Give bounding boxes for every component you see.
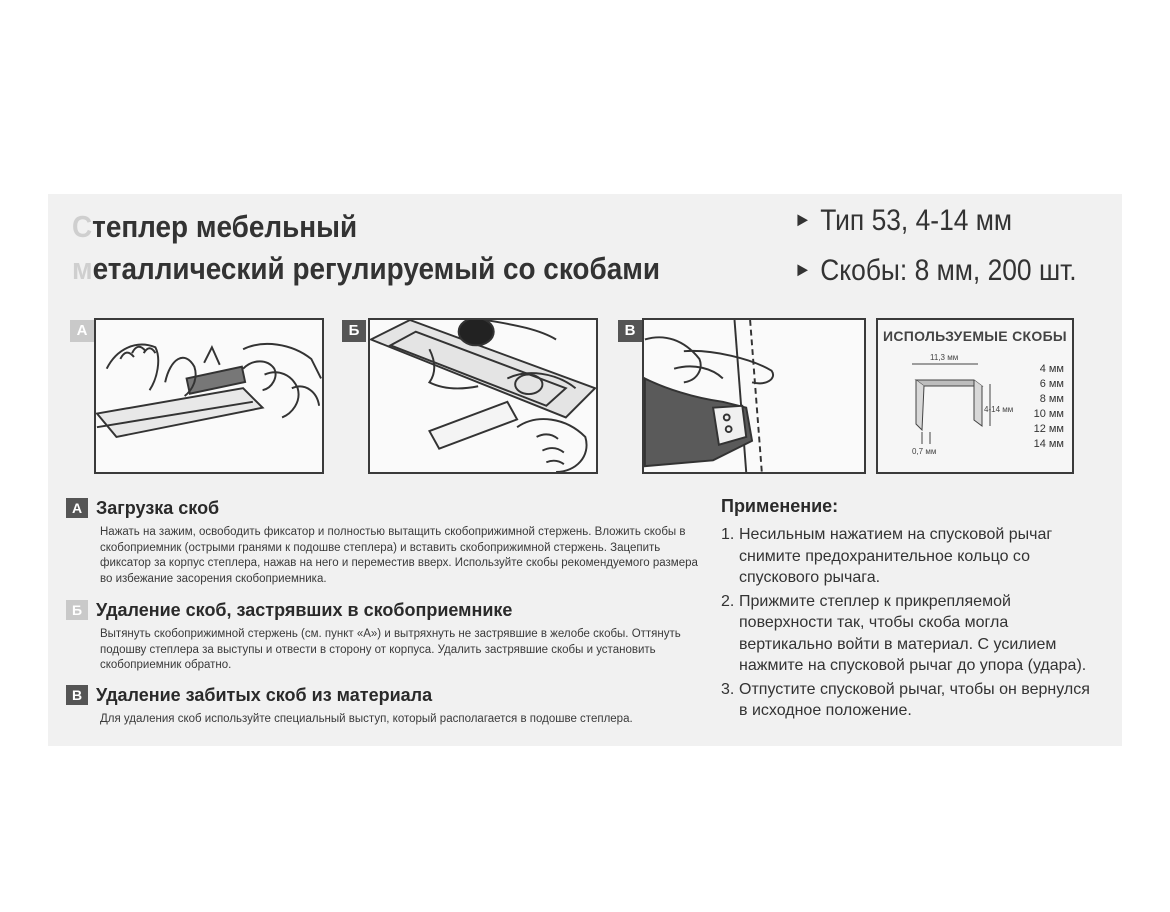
section-b-heading: Б Удаление скоб, застрявших в скобоприемнике bbox=[66, 600, 512, 621]
section-a-heading: А Загрузка скоб bbox=[66, 498, 219, 519]
arrow-right-icon: ► bbox=[794, 259, 812, 281]
application-list bbox=[721, 524, 1101, 724]
panel-tag-b: Б bbox=[342, 320, 366, 342]
section-c-letter: В bbox=[66, 685, 88, 705]
staple-size: 14 мм bbox=[1033, 438, 1064, 450]
staple-height-label: 4-14 мм bbox=[984, 405, 1014, 414]
section-c-text: Для удаления скоб используйте специальный выступ, который располагается в подошве степлера. bbox=[100, 713, 633, 725]
panel-tag-a: А bbox=[70, 320, 94, 342]
staple-width-label: 11,3 мм bbox=[930, 353, 959, 362]
staple-size: 8 мм bbox=[1039, 393, 1064, 405]
staple-size: 4 мм bbox=[1039, 363, 1064, 375]
panel-tag-c: В bbox=[618, 320, 642, 342]
title-line-1: теплер мебельный bbox=[92, 209, 358, 244]
used-staples-box bbox=[876, 318, 1074, 474]
staple-thickness-label: 0,7 мм bbox=[912, 447, 937, 456]
stapler-loading-illustration bbox=[96, 320, 322, 472]
spec-staples: ► Скобы: 8 мм, 200 шт. bbox=[794, 254, 1077, 287]
section-b-letter: Б bbox=[66, 600, 88, 620]
used-staples-title: ИСПОЛЬЗУЕМЫЕ СКОБЫ bbox=[883, 328, 1067, 344]
section-c-heading: В Удаление забитых скоб из материала bbox=[66, 685, 432, 706]
title-line-2: еталлический регулируемый со скобами bbox=[92, 251, 661, 286]
application-step: 1. Несильным нажатием на спусковой рычаг снимите предохранительное кольцо со спускового рычага. bbox=[721, 526, 1053, 586]
staple-removal-illustration bbox=[644, 320, 864, 472]
illustration-panel-c bbox=[642, 318, 866, 474]
spec-type: ► Тип 53, 4-14 мм bbox=[794, 204, 1013, 237]
staple-size: 10 мм bbox=[1033, 408, 1064, 420]
staple-size: 6 мм bbox=[1039, 378, 1064, 390]
illustration-panel-a bbox=[94, 318, 324, 474]
section-a-letter: А bbox=[66, 498, 88, 518]
staple-sizes-list bbox=[1034, 362, 1064, 452]
section-b-text: Вытянуть скобоприжимной стержень (см. пункт «А») и вытряхнуть не застрявшие в желобе скобы. Оттянуть подошву степлера за выступы и отвести в сторону от корпуса. Удалить застрявшие скобы и установить скобоприемник обратно. bbox=[100, 628, 681, 671]
section-a-text: Нажать на зажим, освободить фиксатор и полностью вытащить скобоприжимной стержень. Вложить скобы в скобоприемник (острыми гранями к подошве степлера) и вставить скобоприжимной стержень. Зацепить фиксатор за корпус степлера, нажав на него и переместив вверх. Используйте скобы рекомендуемого размера во избежание засорения скобоприемника. bbox=[100, 526, 698, 585]
product-title: Степлер мебельный металлический регулируемый со скобами bbox=[72, 209, 661, 286]
application-title: Применение: bbox=[721, 496, 839, 516]
stapler-jam-illustration bbox=[370, 320, 596, 472]
staple-size: 12 мм bbox=[1033, 423, 1064, 435]
illustration-panel-b bbox=[368, 318, 598, 474]
application-step: 3. Отпустите спусковой рычаг, чтобы он вернулся в исходное положение. bbox=[721, 680, 1090, 719]
application-step: 2. Прижмите степлер к прикрепляемой поверхности так, чтобы скоба могла вертикально войти в материал. С усилием нажмите на спусковой рычаг до упора (удара). bbox=[721, 592, 1087, 674]
arrow-right-icon: ► bbox=[794, 209, 812, 231]
